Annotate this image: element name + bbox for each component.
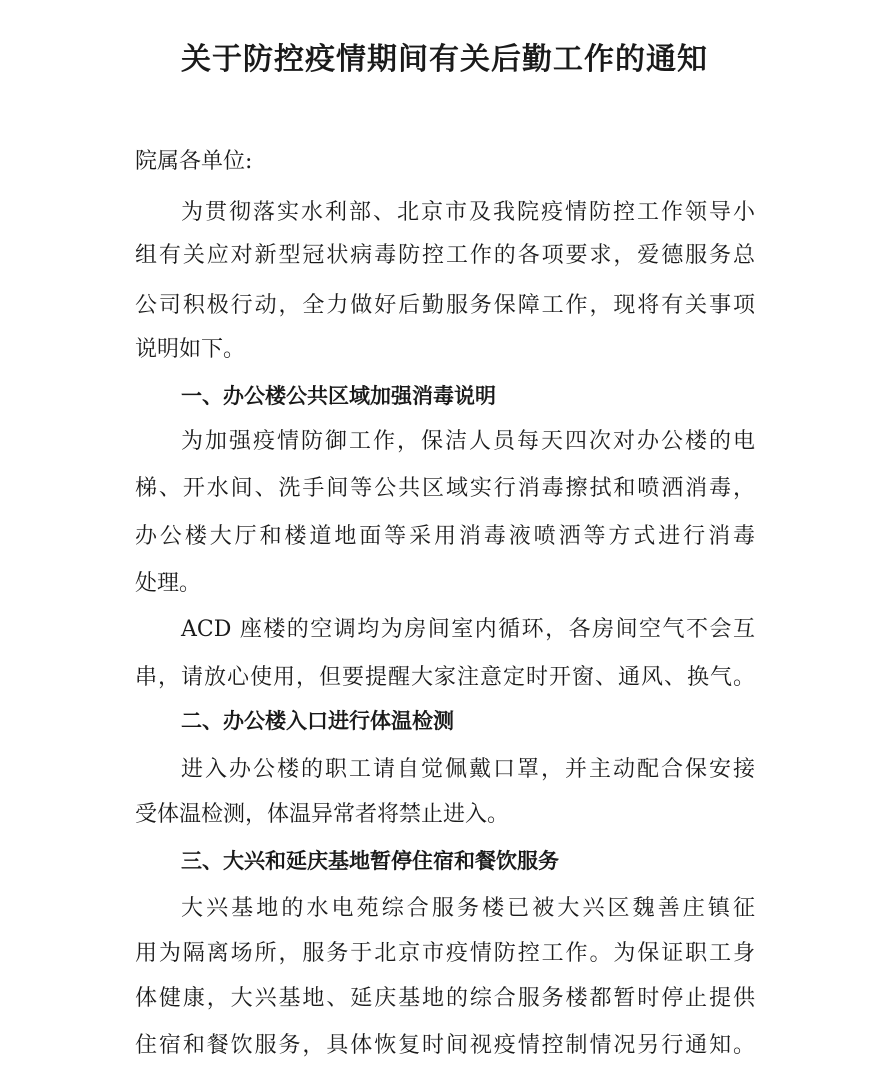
document-title: 关于防控疫情期间有关后勤工作的通知 [181, 42, 708, 77]
section1-line: 办公楼大厅和楼道地面等采用消毒液喷洒等方式进行消毒 [135, 524, 755, 549]
section-heading-2: 二、办公楼入口进行体温检测 [181, 709, 454, 733]
intro-line: 说明如下。 [135, 337, 246, 362]
intro-line: 公司积极行动，全力做好后勤服务保障工作，现将有关事项 [135, 293, 755, 318]
section2-line: 进入办公楼的职工请自觉佩戴口罩，并主动配合保安接 [181, 757, 755, 782]
section1-line: ACD 座楼的空调均为房间室内循环，各房间空气不会互 [181, 617, 755, 642]
section1-line: 为加强疫情防御工作，保洁人员每天四次对办公楼的电 [181, 429, 755, 454]
section1-line: 处理。 [135, 571, 202, 596]
salutation: 院属各单位: [135, 149, 253, 174]
intro-line: 为贯彻落实水利部、北京市及我院疫情防控工作领导小 [181, 200, 755, 225]
section1-line: 串，请放心使用，但要提醒大家注意定时开窗、通风、换气。 [135, 665, 755, 690]
section1-line: 梯、开水间、洗手间等公共区域实行消毒擦拭和喷洒消毒， [135, 476, 755, 501]
intro-line: 组有关应对新型冠状病毒防控工作的各项要求，爱德服务总 [135, 243, 755, 268]
section-heading-3: 三、大兴和延庆基地暂停住宿和餐饮服务 [181, 849, 559, 873]
section2-line: 受体温检测，体温异常者将禁止进入。 [135, 802, 510, 827]
section3-line: 住宿和餐饮服务，具体恢复时间视疫情控制情况另行通知。 [135, 1033, 755, 1058]
section-heading-1: 一、办公楼公共区域加强消毒说明 [181, 384, 496, 408]
section3-line: 大兴基地的水电苑综合服务楼已被大兴区魏善庄镇征 [181, 896, 755, 921]
section3-line: 用为隔离场所，服务于北京市疫情防控工作。为保证职工身 [135, 941, 755, 966]
section3-line: 体健康，大兴基地、延庆基地的综合服务楼都暂时停止提供 [135, 986, 755, 1011]
